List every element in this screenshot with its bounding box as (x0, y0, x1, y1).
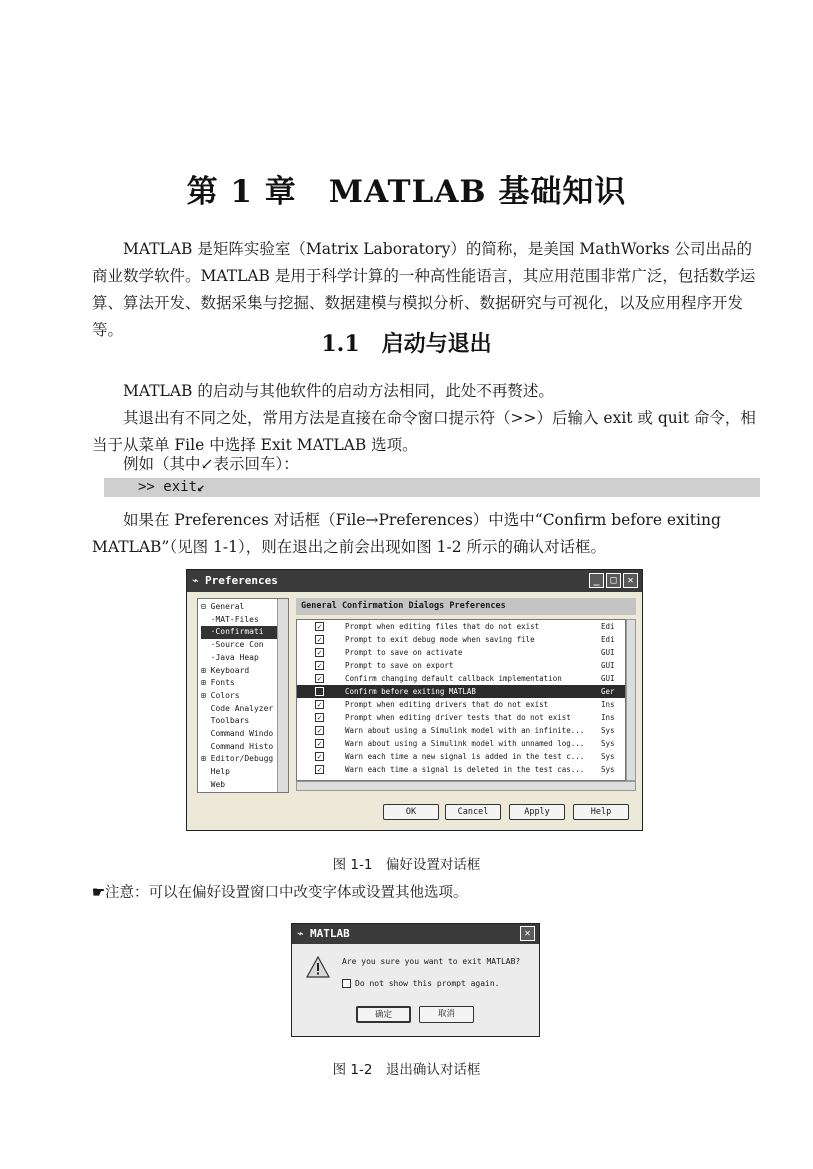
tree-item[interactable]: ⊟ General (201, 602, 245, 611)
checked-checkbox-icon[interactable]: ✓ (315, 752, 324, 761)
tree-item[interactable]: ⊞ Keyboard (201, 665, 250, 675)
preference-row-label: Warn about using a Simulink model with unnamed log... (345, 739, 585, 748)
note-text: 可以在偏好设置窗口中改变字体或设置其他选项。 (148, 885, 468, 901)
pointing-hand-icon: ☛ (92, 884, 105, 901)
exit-titlebar (292, 924, 539, 944)
preference-row[interactable] (297, 711, 625, 724)
tree-item[interactable]: ⊞ Editor/Debugg (201, 754, 274, 764)
dont-show-again-checkbox[interactable] (342, 979, 500, 988)
checked-checkbox-icon[interactable]: ✓ (315, 700, 324, 709)
preference-row-label: Confirm before exiting MATLAB (345, 687, 476, 696)
preference-row-label: Prompt when editing drivers that do not exist (345, 700, 549, 709)
preference-row-category: GUI (601, 674, 615, 683)
preferences-tree[interactable] (197, 598, 289, 793)
preference-row-label: Warn each time a signal is deleted in the test cas... (345, 765, 585, 774)
checkbox-label: Do not show this prompt again. (355, 979, 500, 988)
preference-row-category: GUI (601, 648, 615, 657)
ok-button[interactable]: OK (383, 804, 439, 820)
tree-item[interactable]: Toolbars (201, 716, 250, 726)
confirm-button[interactable]: 确定 (356, 1006, 411, 1023)
preference-row-label: Prompt when editing files that do not exist (345, 622, 540, 631)
checked-checkbox-icon[interactable]: ✓ (315, 661, 324, 670)
checked-checkbox-icon[interactable]: ✓ (315, 713, 324, 722)
paragraph-startup: MATLAB 的启动与其他软件的启动方法相同，此处不再赘述。 (123, 382, 554, 400)
close-icon[interactable]: ✕ (623, 573, 638, 588)
preference-row-label: Warn about using a Simulink model with an infinite... (345, 726, 585, 735)
matlab-logo-icon: ⌁ (192, 574, 199, 587)
preferences-dialog (186, 569, 643, 831)
preference-row-category: Edi (601, 635, 615, 644)
figure-2-caption: 图 1-2 退出确认对话框 (332, 1062, 481, 1078)
preference-row[interactable] (297, 750, 625, 763)
preference-row[interactable] (297, 698, 625, 711)
maximize-icon[interactable]: □ (606, 573, 621, 588)
section-title: 1.1 启动与退出 (321, 331, 492, 357)
preferences-titlebar (187, 570, 642, 592)
figure-1-caption: 图 1-1 偏好设置对话框 (332, 857, 481, 873)
tree-item[interactable]: Web (201, 779, 226, 789)
tree-item[interactable]: Code Analyzer (201, 703, 274, 713)
checked-checkbox-icon[interactable]: ✓ (315, 726, 324, 735)
tree-item[interactable]: Help (201, 767, 230, 777)
checked-checkbox-icon[interactable]: ✓ (315, 648, 324, 657)
tree-item[interactable]: ·Java Heap (201, 652, 259, 662)
intro-paragraph: MATLAB 是矩阵实验室（Matrix Laboratory）的简称，是美国 MathWorks 公司出品的商业数学软件。MATLAB 是用于科学计算的一种高性能语言，其应用范围非常广泛，包括数学运算、算法开发、数据采集与挖掘、数据建模与模拟分析、数据研究与可视化，以及应用程序开发等。 (92, 240, 756, 339)
preference-row-label: Prompt to save on activate (345, 648, 463, 657)
dialog-title: Preferences (205, 574, 278, 587)
preference-row[interactable] (297, 646, 625, 659)
exit-dialog-title: MATLAB (310, 927, 350, 940)
checked-checkbox-icon[interactable]: ✓ (315, 674, 324, 683)
chapter-title: 第 1 章 MATLAB 基础知识 (186, 174, 627, 210)
tree-item[interactable]: ·Confirmati (201, 626, 288, 639)
list-vertical-scrollbar[interactable] (626, 619, 636, 781)
preference-row-label: Prompt when editing driver tests that do not exist (345, 713, 571, 722)
tree-item[interactable]: Command Windo (201, 729, 274, 739)
preference-row-label: Warn each time a new signal is added in the test c... (345, 752, 585, 761)
code-example (104, 478, 760, 497)
cancel-button[interactable]: 取消 (419, 1006, 474, 1023)
preference-row[interactable] (297, 659, 625, 672)
paragraph-example: 例如（其中↙表示回车）： (123, 455, 299, 473)
preference-row[interactable] (297, 620, 625, 633)
warning-icon (306, 956, 330, 978)
tree-item[interactable]: ·MAT-Files (201, 614, 259, 624)
help-button[interactable]: Help (573, 804, 629, 820)
enter-key-icon: ↙ (197, 480, 205, 495)
preference-row-category: Ins (601, 700, 615, 709)
tree-scrollbar[interactable] (277, 599, 288, 792)
preference-row-category: Sys (601, 765, 615, 774)
checkbox-box[interactable] (342, 979, 351, 988)
minimize-icon[interactable]: _ (589, 573, 604, 588)
note (92, 881, 468, 902)
preference-row-category: Sys (601, 739, 615, 748)
note-label: 注意： (105, 885, 149, 901)
checked-checkbox-icon[interactable]: ✓ (315, 622, 324, 631)
panel-title: General Confirmation Dialogs Preferences (296, 598, 636, 615)
preference-row-category: Ins (601, 713, 615, 722)
checked-checkbox-icon[interactable]: ✓ (315, 765, 324, 774)
preference-row-label: Prompt to exit debug mode when saving file (345, 635, 535, 644)
preference-row-category: Ger (601, 687, 615, 696)
preference-row[interactable] (297, 685, 625, 698)
paragraph-preferences: 如果在 Preferences 对话框（File→Preferences）中选中“Confirm before exiting MATLAB”（见图 1-1），则在退出之前会出现如图 1-2 所示的确认对话框。 (92, 511, 721, 556)
paragraph-exit: 其退出有不同之处，常用方法是直接在命令窗口提示符（>>）后输入 exit 或 quit 命令，相当于从菜单 File 中选择 Exit MATLAB 选项。 (92, 409, 756, 454)
preference-row-label: Confirm changing default callback implementation (345, 674, 562, 683)
preference-row[interactable] (297, 633, 625, 646)
preference-row-category: Sys (601, 726, 615, 735)
preference-row-category: Edi (601, 622, 615, 631)
list-horizontal-scrollbar[interactable] (296, 781, 636, 791)
checked-checkbox-icon[interactable]: ✓ (315, 739, 324, 748)
preference-row-category: GUI (601, 661, 615, 670)
preference-row-category: Sys (601, 752, 615, 761)
preference-row[interactable] (297, 737, 625, 750)
confirmation-list (296, 619, 626, 781)
unchecked-checkbox-icon[interactable] (315, 687, 324, 696)
preference-row[interactable] (297, 672, 625, 685)
preference-row-label: Prompt to save on export (345, 661, 454, 670)
checked-checkbox-icon[interactable]: ✓ (315, 635, 324, 644)
exit-message: Are you sure you want to exit MATLAB? (342, 957, 521, 966)
code-text: >> exit (138, 479, 198, 495)
tree-item[interactable]: ⊞ Colors (201, 690, 240, 700)
apply-button[interactable]: Apply (509, 804, 565, 820)
matlab-logo-icon: ⌁ (297, 927, 304, 940)
tree-item[interactable]: Command Histo (201, 741, 274, 751)
tree-item[interactable]: ⊞ Fonts (201, 678, 235, 688)
exit-dialog (291, 923, 540, 1037)
preference-row[interactable] (297, 724, 625, 737)
tree-item[interactable]: ·Source Con (201, 640, 264, 650)
preference-row[interactable] (297, 763, 625, 776)
cancel-button[interactable]: Cancel (445, 804, 501, 820)
close-icon[interactable]: ✕ (520, 926, 535, 941)
